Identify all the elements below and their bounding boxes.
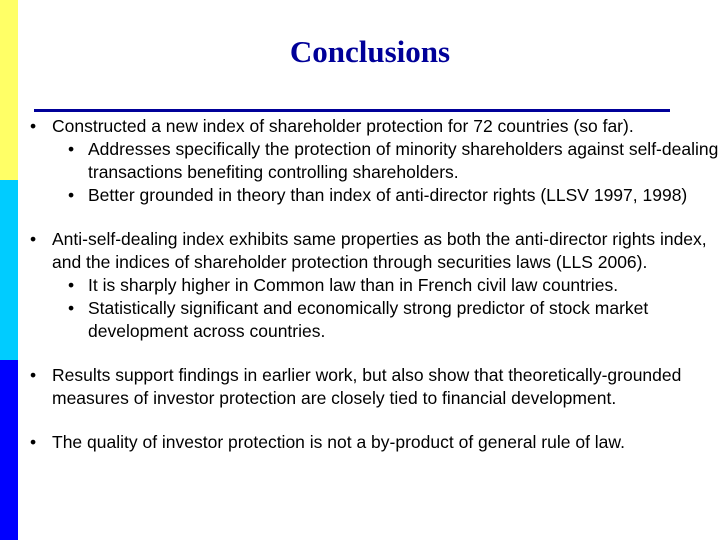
title-underline (34, 109, 670, 112)
bullet-marker: • (68, 275, 75, 295)
sub-bullet-text: It is sharply higher in Common law than in French civil law countries. (88, 275, 619, 295)
sub-bullet-1-1 (68, 138, 720, 184)
slide-title: Conclusions (289, 34, 451, 69)
bullet-point-1 (30, 115, 716, 138)
bullet-marker: • (68, 139, 75, 159)
bullet-marker: • (68, 185, 75, 205)
bullet-text: Anti-self-dealing index exhibits same properties as both the anti-director rights index, and the indices of shareholder protection through securities laws (LLS 2006). (52, 229, 707, 272)
sub-bullet-text: Better grounded in theory than index of anti-director rights (LLSV 1997, 1998) (88, 185, 688, 205)
sub-bullet-2-1 (68, 274, 720, 297)
bullet-marker: • (30, 432, 37, 452)
bullet-point-3 (30, 364, 716, 410)
sub-bullet-text: Statistically significant and economically strong predictor of stock market development across countries. (88, 298, 649, 341)
bullet-point-2 (30, 228, 716, 274)
slide-body (0, 115, 720, 454)
bullet-marker: • (30, 116, 37, 136)
sub-bullet-1-2 (68, 184, 720, 207)
bullet-text: Constructed a new index of shareholder protection for 72 countries (so far). (52, 116, 634, 136)
spacer (0, 410, 720, 431)
sub-bullet-2-2 (68, 297, 720, 343)
bullet-marker: • (30, 229, 37, 249)
spacer (0, 207, 720, 228)
bullet-marker: • (30, 365, 37, 385)
bullet-point-4 (30, 431, 716, 454)
spacer (0, 343, 720, 364)
bullet-text: Results support findings in earlier work, but also show that theoretically-grounded measures of investor protection are closely tied to financial development. (52, 365, 682, 408)
bullet-marker: • (68, 298, 75, 318)
bullet-text: The quality of investor protection is not a by-product of general rule of law. (52, 432, 625, 452)
sub-bullet-text: Addresses specifically the protection of minority shareholders against self-dealing transactions benefiting controlling shareholders. (88, 139, 719, 182)
